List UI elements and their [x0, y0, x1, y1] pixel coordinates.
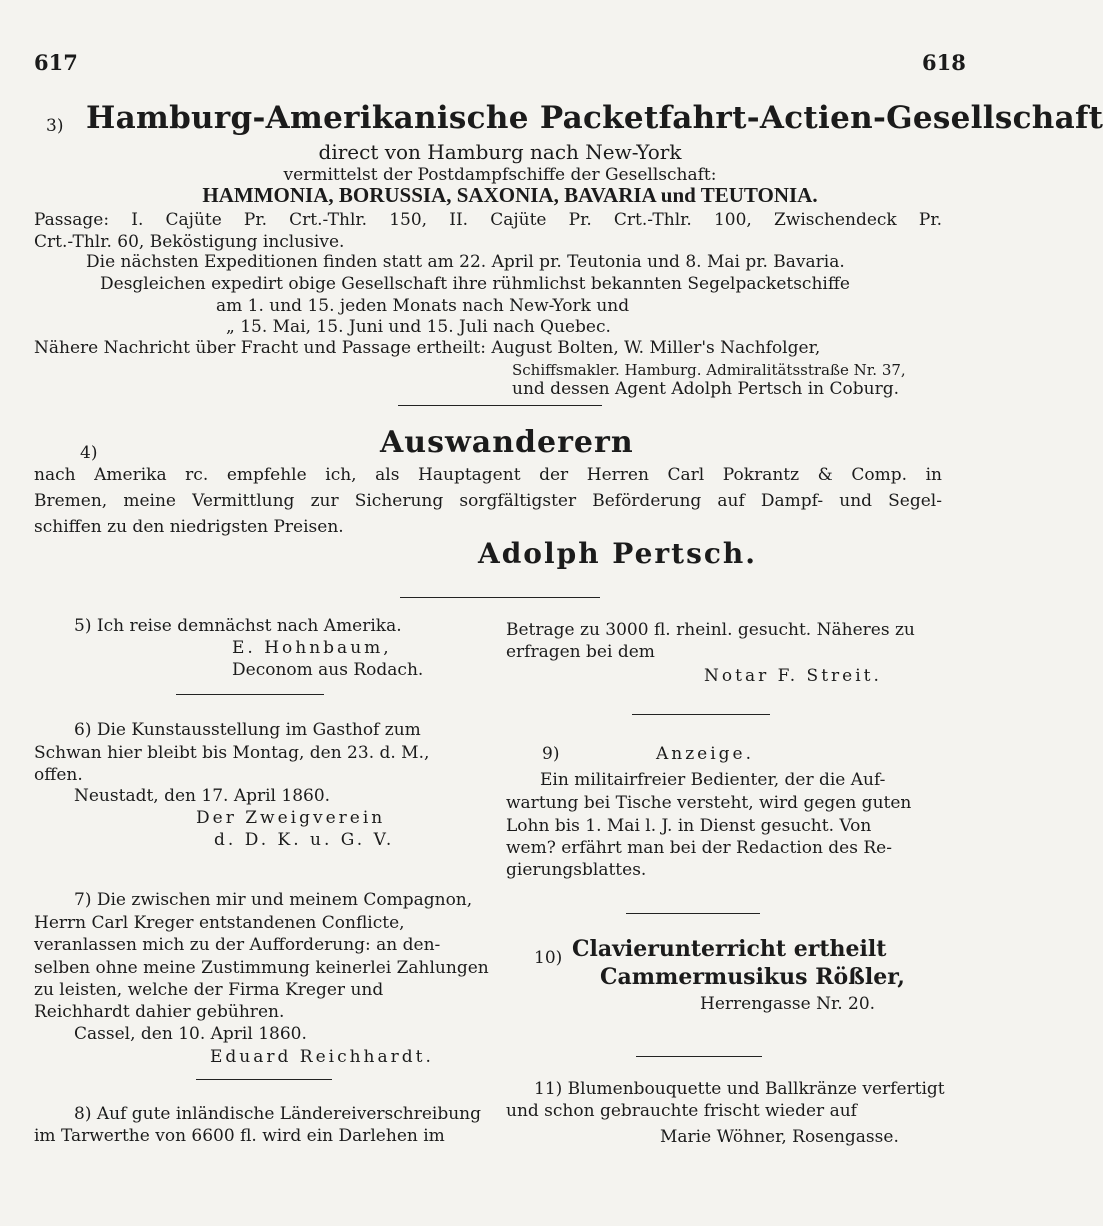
ad9-line1: Ein militairfreier Bedienter, der die Auf- — [540, 770, 886, 790]
ad7-line1: 7) Die zwischen mir und meinem Compagnon, — [74, 890, 473, 910]
ad6-line6: d. D. K. u. G. V. — [214, 830, 395, 850]
ad7-line7: Cassel, den 10. April 1860. — [74, 1024, 307, 1044]
ad5-line1: 5) Ich reise demnächst nach Amerika. — [74, 616, 402, 636]
ad9-line2: wartung bei Tische versteht, wird gegen guten — [506, 793, 912, 813]
ad9-heading: Anzeige. — [656, 744, 755, 764]
ad8-cont-line1: Betrage zu 3000 fl. rheinl. gesucht. Näheres zu — [506, 620, 915, 640]
ad9-line5: gierungsblattes. — [506, 860, 647, 880]
ad6-line4: Neustadt, den 17. April 1860. — [74, 786, 331, 806]
ad5-line2: E. Hohnbaum, — [232, 638, 392, 658]
ad5-line3: Deconom aus Rodach. — [232, 660, 424, 680]
ad6-line2: Schwan hier bleibt bis Montag, den 23. d. M., — [34, 743, 430, 763]
ad3-naehere: Nähere Nachricht über Fracht und Passage ertheilt: August Bolten, W. Miller's Nachfolger, — [34, 338, 821, 358]
divider — [626, 913, 760, 914]
ad3-agent: und dessen Agent Adolph Pertsch in Coburg. — [512, 379, 900, 399]
ad8-cont-line3: Notar F. Streit. — [704, 666, 882, 686]
ad8-cont-line2: erfragen bei dem — [506, 642, 655, 662]
ad7-line2: Herrn Carl Kreger entstandenen Conflicte, — [34, 913, 405, 933]
ad4-heading: Auswanderern — [380, 425, 634, 460]
ad8-line2: im Tarwerthe von 6600 fl. wird ein Darlehen im — [34, 1126, 445, 1146]
divider — [196, 1079, 332, 1080]
ad3-desgleichen: Desgleichen expedirt obige Gesellschaft ihre rühmlichst bekannten Segelpacketschiffe — [100, 274, 850, 294]
ad10-line1: Clavierunterricht ertheilt — [572, 936, 887, 962]
ad3-number: 3) — [46, 116, 64, 136]
ad6-line1: 6) Die Kunstausstellung im Gasthof zum — [74, 720, 421, 740]
ad9-line4: wem? erfährt man bei der Redaction des Re- — [506, 838, 892, 858]
ad3-schiffsmakler: Schiffsmakler. Hamburg. Admiralitätsstraße Nr. 37, — [512, 361, 906, 379]
ad3-dates-line2: „ 15. Mai, 15. Juni und 15. Juli nach Quebec. — [226, 317, 611, 337]
ad7-line8: Eduard Reichhardt. — [210, 1047, 434, 1067]
ad6-line5: Der Zweigverein — [196, 808, 386, 828]
ad7-line5: zu leisten, welche der Firma Kreger und — [34, 980, 384, 1000]
ad3-title: Hamburg-Amerikanische Packetfahrt-Actien-Gesellschaft — [86, 100, 1103, 136]
ad7-line3: veranlassen mich zu der Aufforderung: an den- — [34, 935, 441, 955]
ad3-direct-line: direct von Hamburg nach New-York — [318, 140, 682, 164]
ad8-line1: 8) Auf gute inländische Ländereiverschreibung — [74, 1104, 481, 1124]
ad4-signature: Adolph Pertsch. — [478, 537, 758, 570]
ad10-line2: Cammermusikus Rößler, — [600, 964, 905, 990]
ad3-expeditionen: Die nächsten Expeditionen finden statt am 22. April pr. Teutonia und 8. Mai pr. Bavaria. — [86, 252, 845, 272]
divider — [400, 597, 600, 598]
divider — [636, 1056, 762, 1057]
page-number-left: 617 — [34, 50, 78, 75]
page-number-right: 618 — [922, 50, 966, 75]
ad7-line4: selben ohne meine Zustimmung keinerlei Zahlungen — [34, 958, 489, 978]
ad4-line3: schiffen zu den niedrigsten Preisen. — [34, 517, 344, 537]
ad4-line2: Bremen, meine Vermittlung zur Sicherung sorgfältigster Beförderung auf Dampf- und Segel- — [34, 491, 942, 511]
ad3-ships: HAMMONIA, BORUSSIA, SAXONIA, BAVARIA und TEUTONIA. — [202, 183, 818, 207]
ad10-line3: Herrengasse Nr. 20. — [700, 994, 876, 1014]
ad10-number: 10) — [534, 948, 563, 968]
ad4-number: 4) — [80, 443, 98, 463]
ad11-line3: Marie Wöhner, Rosengasse. — [660, 1127, 899, 1147]
ad7-line6: Reichhardt dahier gebühren. — [34, 1002, 285, 1022]
ad11-line2: und schon gebrauchte frischt wieder auf — [506, 1101, 857, 1121]
ad6-line3: offen. — [34, 765, 83, 785]
divider — [176, 694, 324, 695]
ad3-dates-line1: am 1. und 15. jeden Monats nach New-York und — [216, 296, 630, 316]
divider — [632, 714, 770, 715]
ad4-line1: nach Amerika rc. empfehle ich, als Hauptagent der Herren Carl Pokrantz & Comp. in — [34, 465, 942, 485]
ad9-line3: Lohn bis 1. Mai l. J. in Dienst gesucht. Von — [506, 816, 872, 836]
ad11-line1: 11) Blumenbouquette und Ballkränze verfertigt — [534, 1079, 945, 1099]
ad3-vermittelst: vermittelst der Postdampfschiffe der Gesellschaft: — [283, 165, 717, 185]
ad9-number: 9) — [542, 744, 560, 764]
ad3-passage-line1: Passage: I. Cajüte Pr. Crt.-Thlr. 150, II. Cajüte Pr. Crt.-Thlr. 100, Zwischendeck Pr. — [34, 210, 942, 230]
ad3-passage-line2: Crt.-Thlr. 60, Beköstigung inclusive. — [34, 232, 345, 252]
divider — [398, 405, 602, 406]
